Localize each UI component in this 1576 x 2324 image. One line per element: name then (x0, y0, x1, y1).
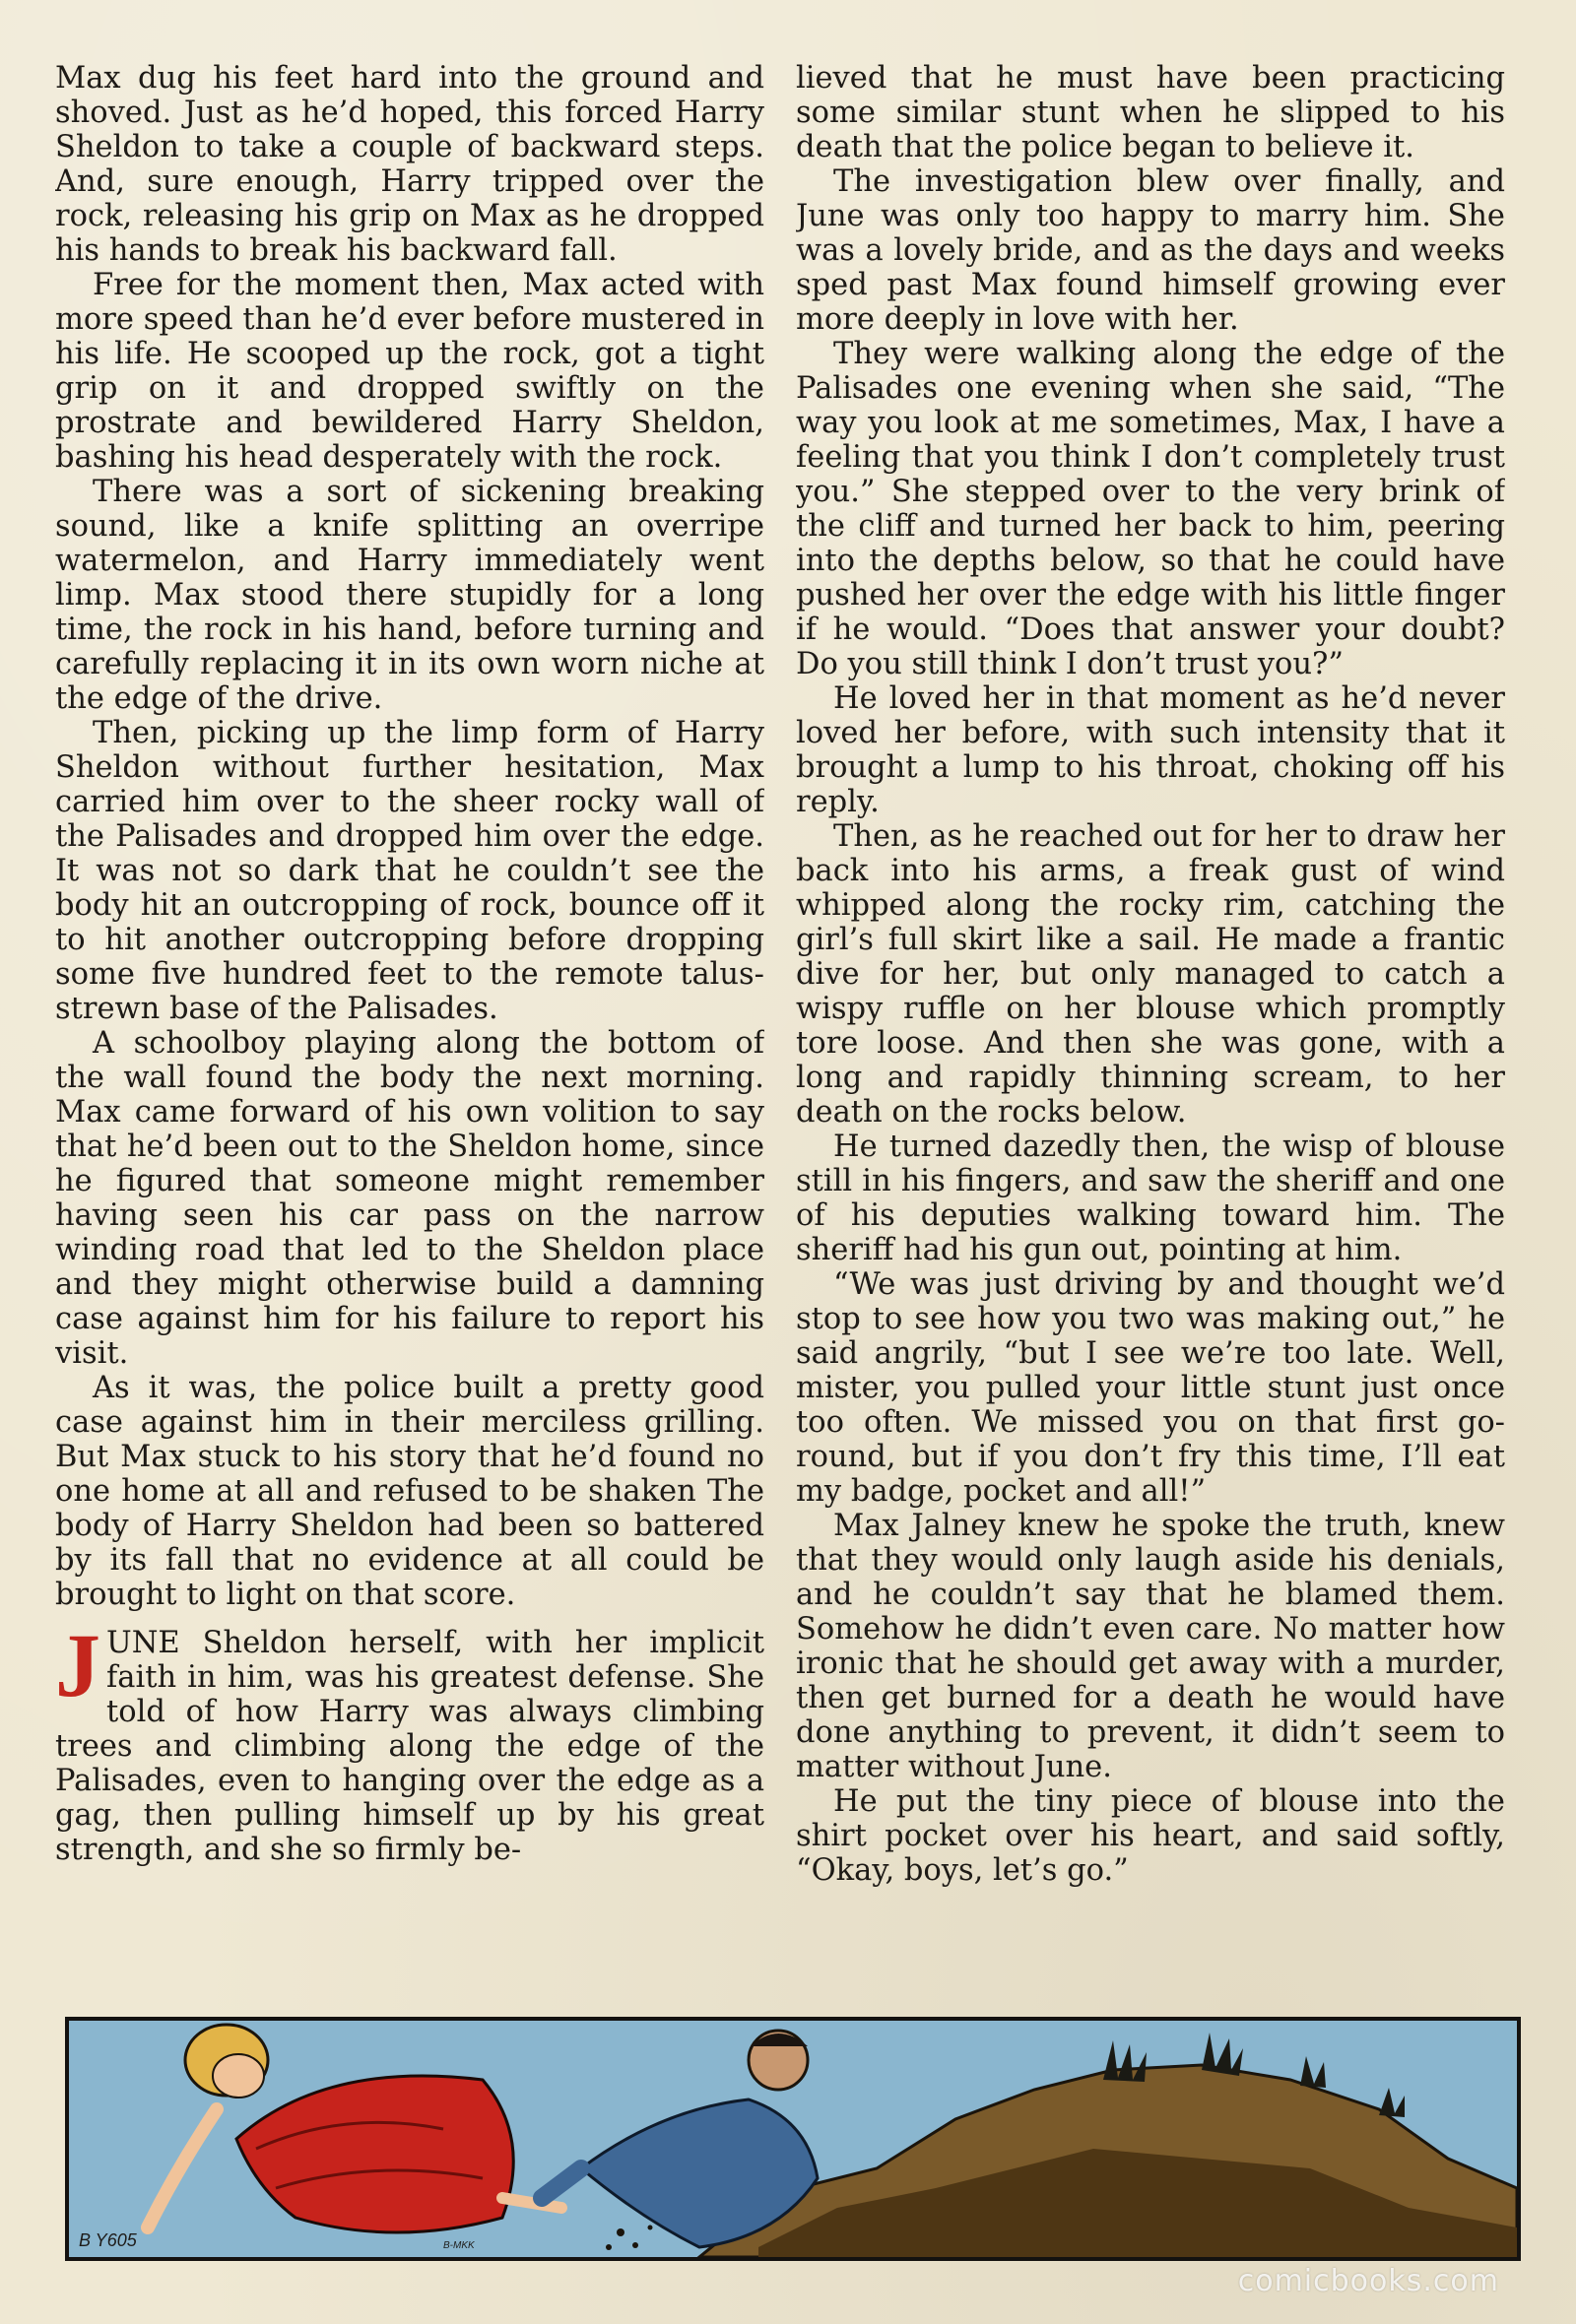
story-paragraph-continued: lieved that he must have been practicing some similar stunt when he slipped to his death that the police began to believe it. (796, 61, 1505, 164)
story-paragraph: He put the tiny piece of blouse into the shirt pocket over his heart, and said softly, “Okay, boys, let’s go.” (796, 1784, 1505, 1888)
story-paragraph: Max dug his feet hard into the ground and shoved. Just as he’d hoped, this forced Harry Sheldon to take a couple of backward steps. And, sure enough, Harry tripped over the rock, releasing his grip on Max as he dropped his hands to break his backward fall. (55, 61, 764, 268)
story-paragraph: The investigation blew over finally, and June was only too happy to marry him. She was a lovely bride, and as the days and weeks sped past Max found himself growing ever more deeply in love with her. (796, 164, 1505, 337)
illustration-panel (65, 2017, 1521, 2261)
drop-cap-paragraph-text: UNE Sheldon herself, with her implicit faith in him, was his greatest defense. She told of how Harry was always climbing trees and climbing along the edge of the Palisades, even to hanging over the edge as a gag, then pulling himself up by his great strength, and she so firmly be- (55, 1626, 764, 1867)
drop-cap-paragraph (55, 1615, 764, 1867)
story-paragraph: As it was, the police built a pretty good case against him in their merciless grilling. But Max stuck to his story that he’d found no one home at all and refused to be shaken The body of Harry Sheldon had been so battered by its fall that no evidence at all could be brought to light on that score. (55, 1371, 764, 1612)
story-paragraph: They were walking along the edge of the Palisades one evening when she said, “The way you look at me sometimes, Max, I have a feeling that you think I don’t completely trust you.” She stepped over to the very brink of the cliff and turned her back to him, peering into the depths below, so that he could have pushed her over the edge with his little finger if he would. “Does that answer your doubt? Do you still think I don’t trust you?” (796, 337, 1505, 681)
site-watermark: comicbooks.com (1237, 2264, 1499, 2298)
story-paragraph: Free for the moment then, Max acted with more speed than he’d ever before mustered in his life. He scooped up the rock, got a tight grip on it and dropped swiftly on the prostrate and bewildered Harry Sheldon, bashing his head desperately with the rock. (55, 268, 764, 475)
left-text-column (55, 61, 764, 1981)
artist-small-signature: B-MKK (443, 2240, 475, 2251)
story-paragraph: Then, as he reached out for her to draw her back into his arms, a freak gust of wind whipped along the rocky rim, catching the girl’s full skirt like a sail. He made a frantic dive for her, but only managed to catch a wispy ruffle on her blouse which promptly tore loose. And then she was gone, with a long and rapidly thinning scream, to her death on the rocks below. (796, 819, 1505, 1130)
artist-signature: B Y605 (79, 2230, 137, 2250)
story-paragraph: A schoolboy playing along the bottom of the wall found the body the next morning. Max came forward of his own volition to say that he’d been out to the Sheldon home, since he figured that someone might remember having seen his car pass on the narrow winding road that led to the Sheldon place and they might otherwise build a damning case against him for his failure to report his visit. (55, 1026, 764, 1371)
story-paragraph: “We was just driving by and thought we’d stop to see how you two was making out,” he said angrily, “but I see we’re too late. Well, mister, you pulled your little stunt just once too often. We missed you on that first go-round, but if you don’t fry this time, I’ll eat my badge, pocket and all!” (796, 1267, 1505, 1509)
story-paragraph: Then, picking up the limp form of Harry Sheldon without further hesitation, Max carried him over to the sheer rocky wall of the Palisades and dropped him over the edge. It was not so dark that he couldn’t see the body hit an outcropping of rock, bounce off it to hit another outcropping before dropping some five hundred feet to the remote talus-strewn base of the Palisades. (55, 716, 764, 1026)
falling-woman-illustration (69, 2021, 1517, 2257)
story-paragraph: He turned dazedly then, the wisp of blouse still in his fingers, and saw the sheriff and one of his deputies walking toward him. The sheriff had his gun out, pointing at him. (796, 1130, 1505, 1267)
story-paragraph: He loved her in that moment as he’d never loved her before, with such intensity that it brought a lump to his throat, choking off his reply. (796, 681, 1505, 819)
story-paragraph: Max Jalney knew he spoke the truth, knew that they would only laugh aside his denials, and he couldn’t say that he blamed them. Somehow he didn’t even care. No matter how ironic that he should get away with a murder, then get burned for a death he would have done anything to prevent, it didn’t seem to matter without June. (796, 1509, 1505, 1784)
right-text-column (796, 61, 1505, 1981)
drop-cap: J (55, 1615, 100, 1715)
story-paragraph: There was a sort of sickening breaking sound, like a knife splitting an overripe watermelon, and Harry immediately went limp. Max stood there stupidly for a long time, the rock in his hand, before turning and carefully replacing it in its own worn niche at the edge of the drive. (55, 475, 764, 716)
